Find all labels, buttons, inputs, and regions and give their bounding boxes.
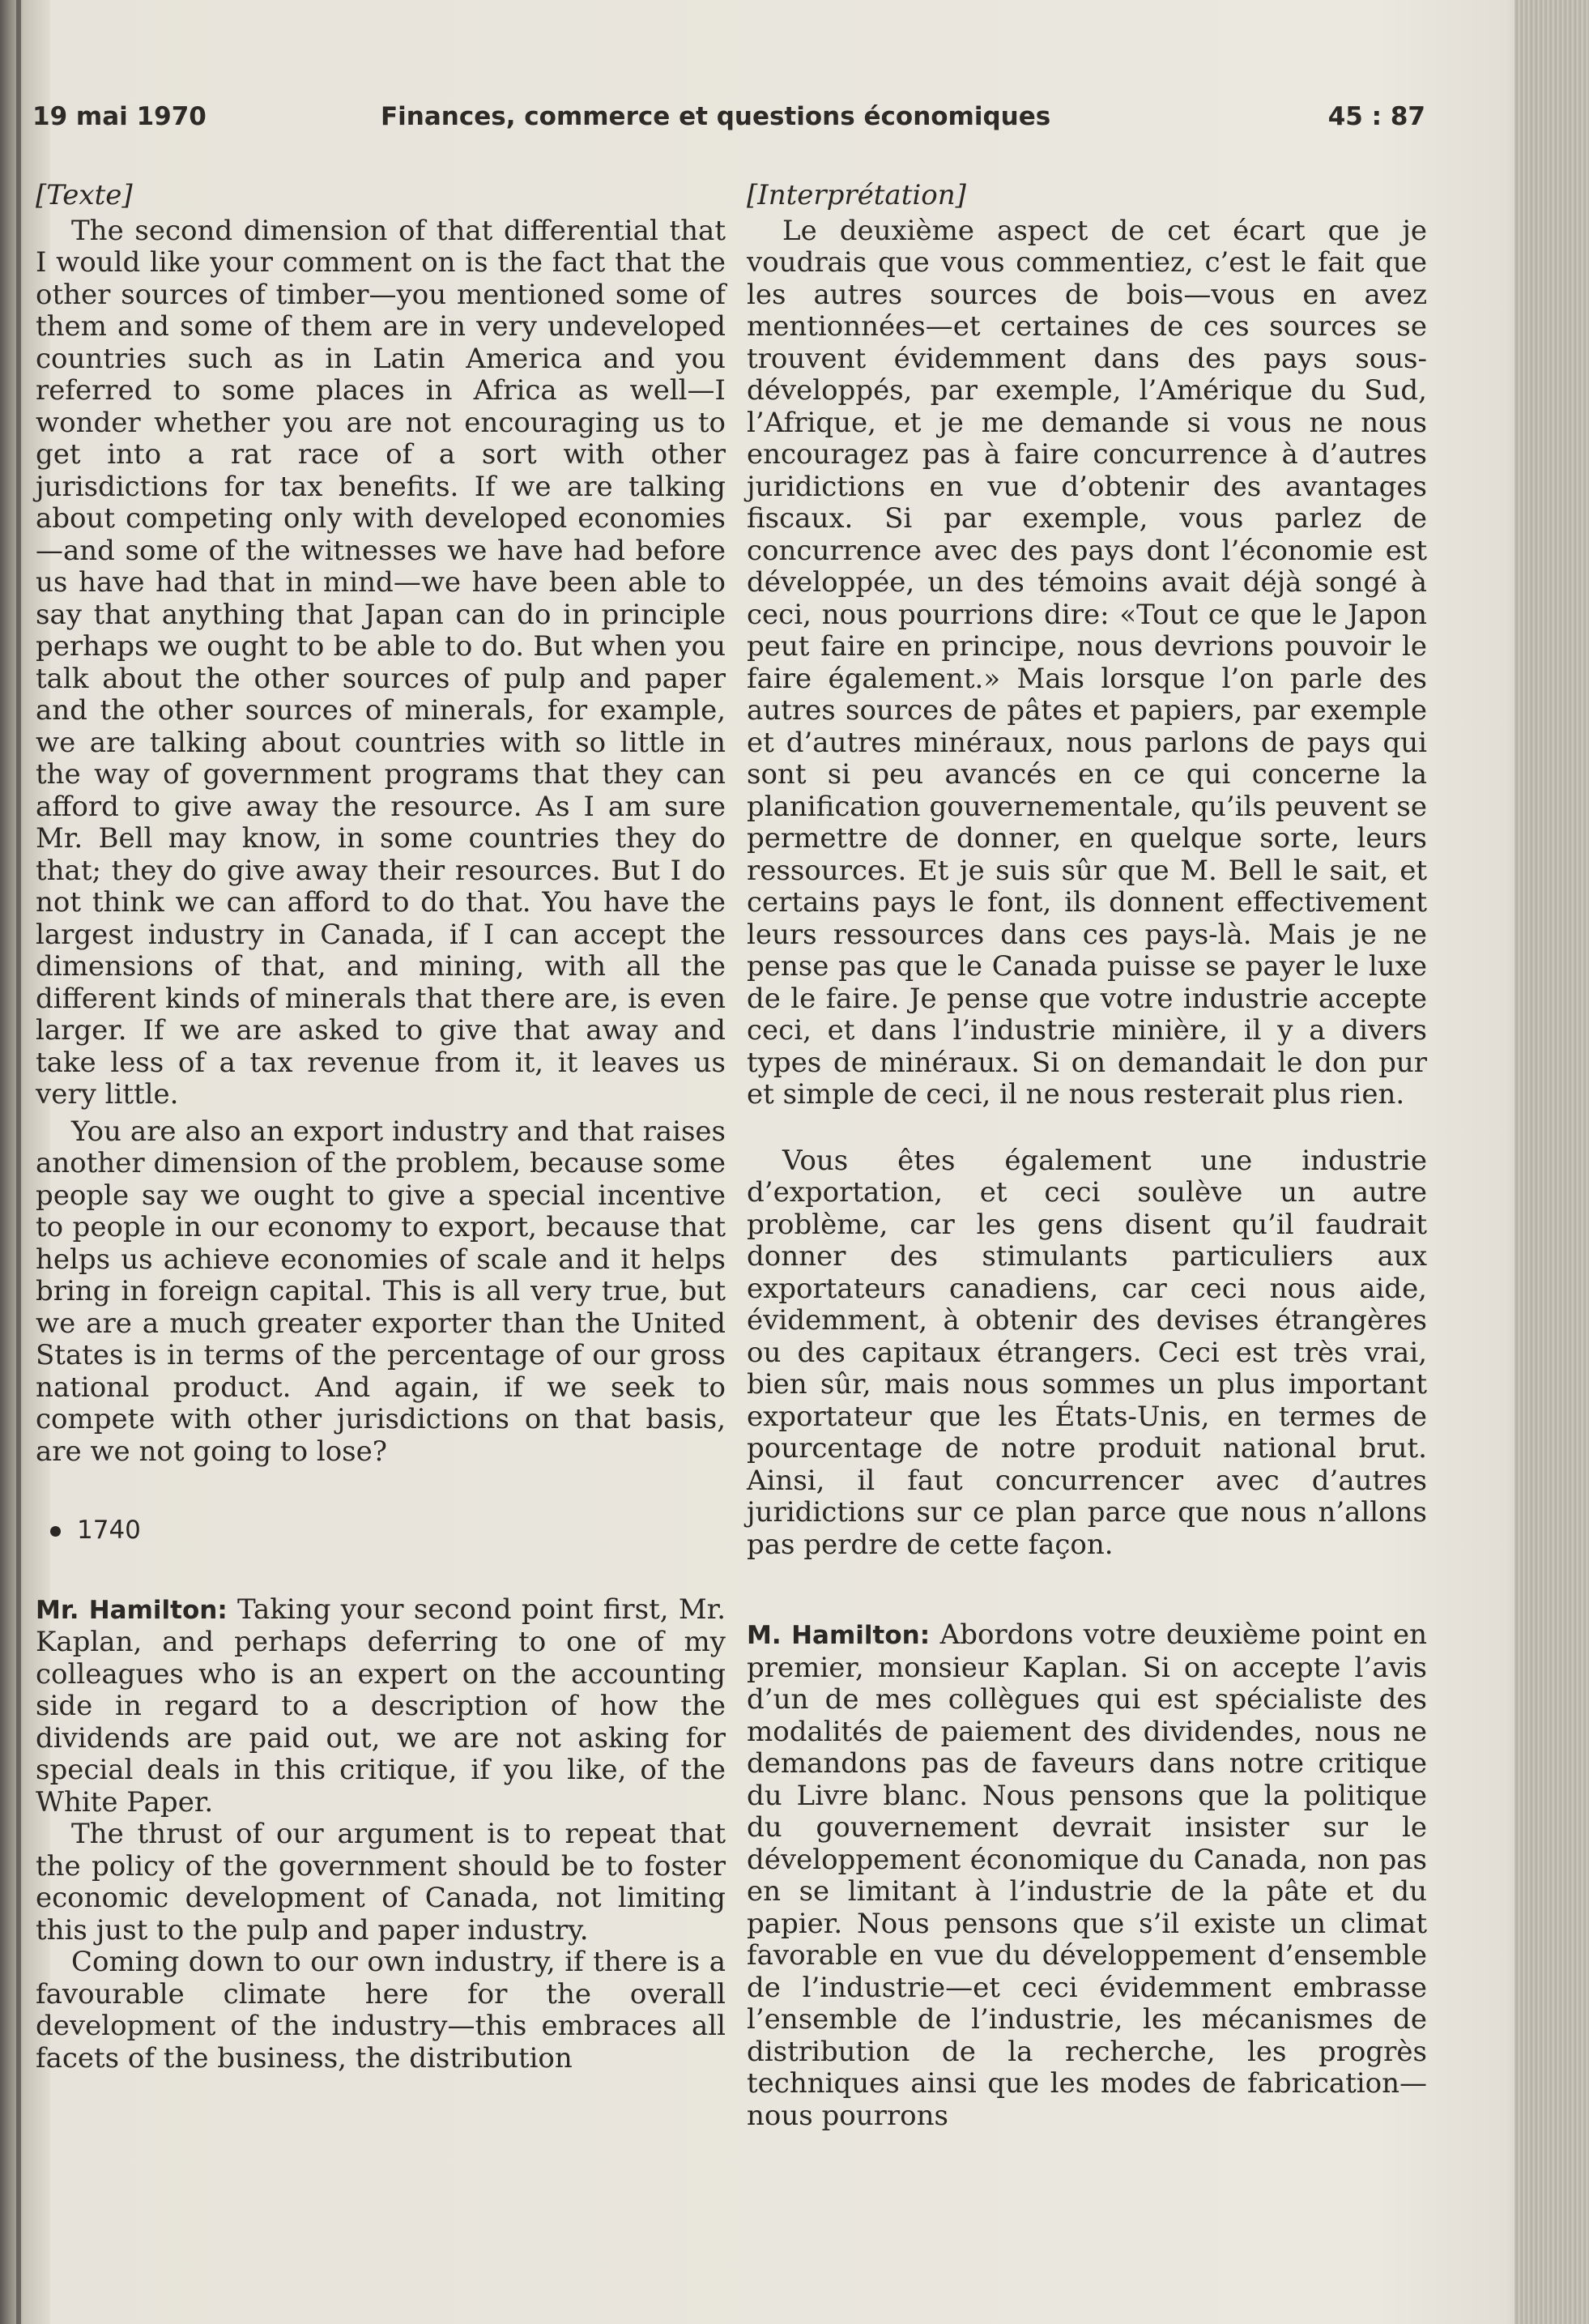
- paragraph: Coming down to our own industry, if there is a favourable climate here for the overall development of the industry—this embraces all facets of the business, the distribution: [36, 1946, 726, 2075]
- paragraph-text: Taking your second point first, Mr. Kaplan, and perhaps deferring to one of my colleagues who is an expert on the accounting side in regard to a description of how the dividends are paid out, we are not asking for special deals in this critique, if you like, of the White Paper.: [36, 1593, 726, 1819]
- speaker-name: Mr. Hamilton:: [36, 1595, 228, 1625]
- timestamp-text: 1740: [77, 1516, 141, 1545]
- bullet-icon: [50, 1526, 61, 1537]
- paragraph: Vous êtes également une industrie d’exportation, et ceci soulève un autre problème, car les gens disent qu’il faudrait donner des stimulants particuliers aux exportateurs canadiens, car ceci nous aide, évidemment, à obtenir des devises étrangères ou des capitaux étrangers. Ceci est très vrai, bien sûr, mais nous sommes un plus important exportateur que les États-Unis, en termes de pourcentage de notre produit national brut. Ainsi, il faut concurrencer avec d’autres juridictions sur ce plan parce que nous n’allons pas perdre de cette façon.: [747, 1144, 1427, 1561]
- french-column: [747, 180, 1427, 2132]
- page-stack-edge: [1514, 0, 1589, 2324]
- header-page-number: 45 : 87: [1327, 102, 1425, 131]
- binding-edge-line: [16, 0, 21, 2324]
- spacer: [747, 1111, 1427, 1145]
- running-header: [32, 102, 1425, 143]
- speaker-paragraph: [36, 1594, 726, 1819]
- timestamp-marker: [50, 1515, 726, 1547]
- paragraph: The thrust of our argument is to repeat that the policy of the government should be to foster economic development of Canada, not limiting this just to the pulp and paper industry.: [36, 1818, 726, 1947]
- paragraph: You are also an export industry and that raises another dimension of the problem, because some people say we ought to give a special incentive to people in our economy to export, because that helps us achieve economies of scale and it helps bring in foreign capital. This is all very true, but we are a much greater exporter than the United States is in terms of the percentage of our gross national product. And again, if we seek to compete with other jurisdictions on that basis, are we not going to lose?: [36, 1115, 726, 1468]
- speaker-name: M. Hamilton:: [747, 1621, 931, 1650]
- section-tag-interpretation: [Interprétation]: [747, 179, 966, 211]
- speaker-paragraph: [747, 1619, 1427, 2132]
- paragraph: The second dimension of that differential that I would like your comment on is the fact that the other sources of timber—you mentioned some of them and some of them are in very undeveloped countries such as in Latin America and you referred to some places in Africa as well—I wonder whether you are not encouraging us to get into a rat race of a sort with other jurisdictions for tax benefits. If we are talking about competing only with developed economies—and some of the witnesses we have had before us have had that in mind—we have been able to say that anything that Japan can do in principle perhaps we ought to be able to do. But when you talk about the other sources of pulp and paper and the other sources of minerals, for example, we are talking about countries with so little in the way of government programs that they can afford to give away the resource. As I am sure Mr. Bell may know, in some countries they do that; they do give away their resources. But I do not think we can afford to do that. You have the largest industry in Canada, if I can accept the dimensions of that, and mining, with all the different kinds of minerals that there are, is even larger. If we are asked to give that away and take less of a tax revenue from it, it leaves us very little.: [36, 214, 726, 1111]
- section-tag-text: [Texte]: [36, 179, 133, 211]
- header-title: Finances, commerce et questions économiques: [381, 102, 1051, 131]
- paragraph-text: Abordons votre deuxième point en premier, monsieur Kaplan. Si on accepte l’avis d’un de mes collègues qui est spécialiste des modalités de paiement des dividendes, nous ne demandons pas de faveurs dans notre critique du Livre blanc. Nous pensons que la politique du gouvernement devrait insister sur le développement économique du Canada, non pas en se limitant à l’industrie de la pâte et du papier. Nous pensons que s’il existe un climat favorable en vue du développement d’ensemble de l’industrie—et ceci évidemment embrasse l’ensemble de l’industrie, les mécanismes de distribution de la recherche, les progrès techniques ainsi que les modes de fabrication—nous pourrons: [747, 1618, 1428, 2132]
- paragraph: Le deuxième aspect de cet écart que je voudrais que vous commentiez, c’est le fait que les autres sources de bois—vous en avez mentionnées—et certaines de ces sources se trouvent évidemment dans des pays sous-développés, par exemple, l’Amérique du Sud, l’Afrique, et je me demande si vous ne nous encouragez pas à faire concurrence à d’autres juridictions en vue d’obtenir des avantages fiscaux. Si par exemple, vous parlez de concurrence avec des pays dont l’économie est développée, un des témoins avait déjà songé à ceci, nous pourrions dire: «Tout ce que le Japon peut faire en principe, nous devrions pouvoir le faire également.» Mais lorsque l’on parle des autres sources de pâtes et papiers, par exemple et d’autres minéraux, nous parlons de pays qui sont si peu avancés en ce qui concerne la planification gouvernementale, qu’ils peuvent se permettre de donner, en quelque sorte, leurs ressources. Et je suis sûr que M. Bell le sait, et certains pays le font, ils donnent effectivement leurs ressources dans ces pays-là. Mais je ne pense pas que le Canada puisse se payer le luxe de le faire. Je pense que votre industrie accepte ceci, et dans l’industrie minière, il y a divers types de minéraux. Si on demandait le don pur et simple de ceci, il ne nous resterait plus rien.: [747, 214, 1427, 1111]
- header-date: 19 mai 1970: [32, 102, 207, 131]
- spacer: [747, 1561, 1427, 1619]
- english-column: [36, 180, 726, 2075]
